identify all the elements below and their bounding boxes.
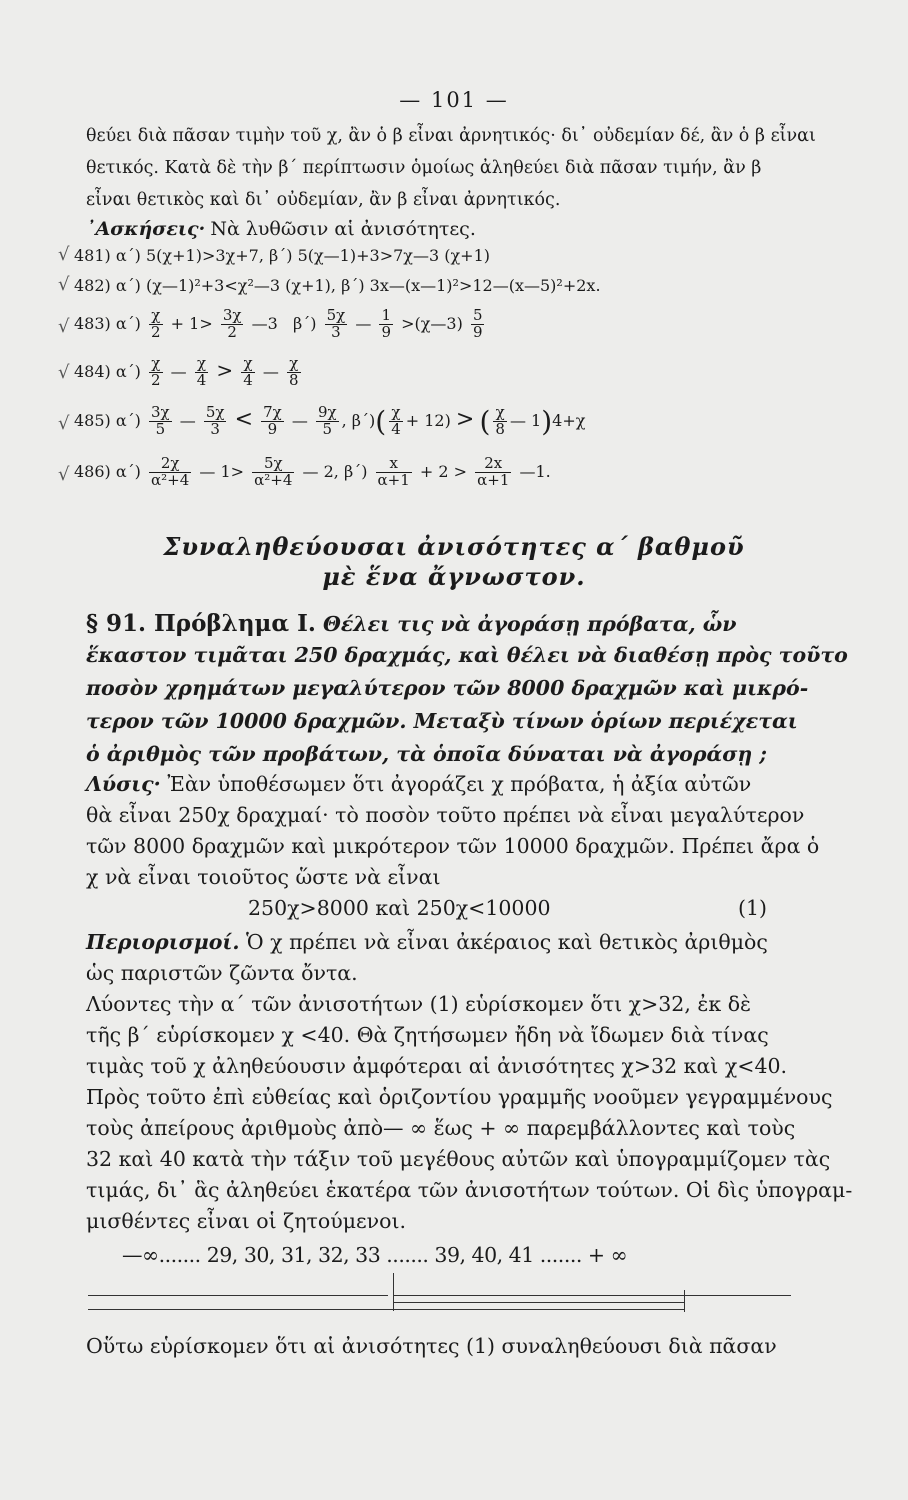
body-line-2: τῆς β΄ εὑρίσκομεν χ <40. Θὰ ζητήσωμεν ἤδη νὰ ἴδωμεν διὰ τίνας bbox=[86, 1023, 769, 1047]
problem-first-line: § 91. Πρόβλημα Ι. Θέλει τις νὰ ἀγοράσῃ πρόβατα, ὧν bbox=[86, 610, 737, 637]
solution-label: Λύσις· bbox=[86, 772, 161, 796]
problem-line-3: ποσὸν χρημάτων μεγαλύτερον τῶν 8000 δραχμῶν καὶ μικρό- bbox=[86, 676, 809, 700]
restriction-line-1: Περιορισμοί. Ὁ χ πρέπει νὰ εἶναι ἀκέραιος καὶ θετικὸς ἀριθμὸς bbox=[86, 930, 768, 954]
problem-line-2: ἕκαστον τιμᾶται 250 δραχμάς, καὶ θέλει νὰ διαθέσῃ πρὸς τοῦτο bbox=[86, 643, 848, 667]
exercise-486: 486) α΄) $\frac{2\chi}{\text{α²+4}}$ — 1> $\frac{5\chi}{\text{α²+4}}$ — 2, β΄) $\frac{x}{\alpha+1}$ + 2 > $\frac{2x}{\alpha+1}$ —1. bbox=[74, 454, 551, 489]
exercises-label: ᾿Ασκήσεις· bbox=[86, 218, 206, 240]
tick-40 bbox=[684, 1290, 685, 1312]
check-mark-icon: √ bbox=[58, 316, 70, 337]
body-line-4: Πρὸς τοῦτο ἐπὶ εὐθείας καὶ ὁριζοντίου γραμμῆς νοοῦμεν γεγραμμένους bbox=[86, 1085, 833, 1109]
intro-line-2: θετικός. Κατὰ δὲ τὴν β΄ περίπτωσιν ὁμοίως ἀληθεύει διὰ πᾶσαν τιμήν, ἂν β bbox=[86, 158, 762, 178]
solution-line-3: τῶν 8000 δραχμῶν καὶ μικρότερον τῶν 10000 δραχμῶν. Πρέπει ἄρα ὁ bbox=[86, 834, 820, 858]
problem-line-4: τερον τῶν 10000 δραχμῶν. Μεταξὺ τίνων ὁρίων περιέχεται bbox=[86, 709, 798, 733]
solution-line-4: χ νὰ εἶναι τοιοῦτος ὥστε νὰ εἶναι bbox=[86, 865, 441, 889]
exercise-482: 482) α΄) (χ—1)²+3<χ²—3 (χ+1), β΄) 3x—(x—1)²>12—(x—5)²+2x. bbox=[74, 276, 601, 295]
body-line-6: 32 καὶ 40 κατὰ τὴν τάξιν τοῦ μεγέθους αὐτῶν καὶ ὑπογραμμίζομεν τὰς bbox=[86, 1147, 831, 1171]
page-number: — 101 — bbox=[399, 88, 509, 112]
tick-32 bbox=[393, 1273, 394, 1311]
body-line-5: τοὺς ἀπείρους ἀριθμοὺς ἀπὸ— ∞ ἕως + ∞ παρεμβάλλοντες καὶ τοὺς bbox=[86, 1116, 796, 1140]
problem-number: § 91. Πρόβλημα Ι. bbox=[86, 610, 316, 637]
section-heading-line-2: μὲ ἕνα ἄγνωστον. bbox=[322, 562, 586, 591]
exercise-481: 481) α΄) 5(χ+1)>3χ+7, β΄) 5(χ—1)+3>7χ—3 (χ+1) bbox=[74, 246, 490, 265]
restriction-label: Περιορισμοί. bbox=[86, 930, 240, 954]
intro-line-1: θεύει διὰ πᾶσαν τιμὴν τοῦ χ, ἂν ὁ β εἶναι ἀρνητικός· δι᾽ οὐδεμίαν δέ, ἂν ὁ β εἶναι bbox=[86, 126, 816, 146]
body-line-3: τιμὰς τοῦ χ ἀληθεύουσιν ἀμφότεραι αἱ ἀνισότητες χ>32 καὶ χ<40. bbox=[86, 1054, 788, 1078]
problem-line-5: ὁ ἀριθμὸς τῶν προβάτων, τὰ ὁποῖα δύναται νὰ ἀγοράσῃ ; bbox=[86, 742, 767, 766]
section-heading-line-1: Συναληθεύουσαι ἀνισότητες α΄ βαθμοῦ bbox=[163, 532, 745, 561]
underline-x-gt-32 bbox=[88, 1295, 388, 1296]
check-mark-icon: √ bbox=[58, 244, 70, 265]
check-mark-icon: √ bbox=[58, 413, 70, 434]
solution-line-2: θὰ εἶναι 250χ δραχμαί· τὸ ποσὸν τοῦτο πρέπει νὰ εἶναι μεγαλύτερον bbox=[86, 803, 805, 827]
body-line-8: μισθέντες εἶναι οἱ ζητούμενοι. bbox=[86, 1209, 406, 1233]
exercises-instruction: Νὰ λυθῶσιν αἱ ἀνισότητες. bbox=[210, 218, 476, 240]
exercises-header bbox=[86, 218, 476, 240]
exercise-484: 484) α΄) $\frac{\chi}{2}$ — $\frac{\chi}{4}$ > $\frac{\chi}{4}$ — $\frac{\chi}{8}$ bbox=[74, 354, 299, 389]
restriction-line-2: ὡς παριστῶν ζῶντα ὄντα. bbox=[86, 961, 358, 985]
final-line: Οὕτω εὑρίσκομεν ὅτι αἱ ἀνισότητες (1) συναληθεύουσι διὰ πᾶσαν bbox=[86, 1334, 777, 1358]
intro-line-3: εἶναι θετικὸς καὶ δι᾽ οὐδεμίαν, ἂν β εἶναι ἀρνητικός. bbox=[86, 190, 561, 210]
solution-line-1: Λύσις· Ἐὰν ὑποθέσωμεν ὅτι ἀγοράζει χ πρόβατα, ἡ ἀξία αὐτῶν bbox=[86, 772, 752, 796]
check-mark-icon: √ bbox=[58, 464, 70, 485]
body-line-1: Λύοντες τὴν α΄ τῶν ἀνισοτήτων (1) εὑρίσκομεν ὅτι χ>32, ἐκ δὲ bbox=[86, 992, 752, 1016]
check-mark-icon: √ bbox=[58, 362, 70, 383]
exercise-483: 483) α΄) $\frac{\chi}{2}$ + 1> $\frac{3\chi}{2}$ —3 β΄) $\frac{5\chi}{3}$ — $\frac{1}{9}$ >(χ—3) $\frac{5}{9}$ bbox=[74, 306, 483, 341]
underline-x-gt-32-cont bbox=[393, 1295, 791, 1296]
body-line-7: τιμάς, δι᾽ ἃς ἀληθεύει ἑκατέρα τῶν ἀνισοτήτων τούτων. Οἱ δὶς ὑπογραμ- bbox=[86, 1178, 853, 1202]
check-mark-icon: √ bbox=[58, 274, 70, 295]
double-underline-overlap bbox=[393, 1302, 685, 1303]
equation-1: 250χ>8000 καὶ 250χ<10000 bbox=[248, 896, 551, 920]
number-line: —∞....... 29, 30, 31, 32, 33 ....... 39, 40, 41 ....... + ∞ bbox=[122, 1243, 628, 1267]
equation-number: (1) bbox=[738, 896, 768, 920]
underline-x-lt-40 bbox=[88, 1309, 684, 1310]
exercise-485: 485) α΄) $\frac{3\chi}{5}$ — $\frac{5\chi}{3}$ < $\frac{7\chi}{9}$ — $\frac{9\chi}{5}$ , β΄)( $\frac{\chi}{4}$ + 12) > ( $\frac{\chi}{8}$ — 1)4+χ bbox=[74, 403, 586, 438]
